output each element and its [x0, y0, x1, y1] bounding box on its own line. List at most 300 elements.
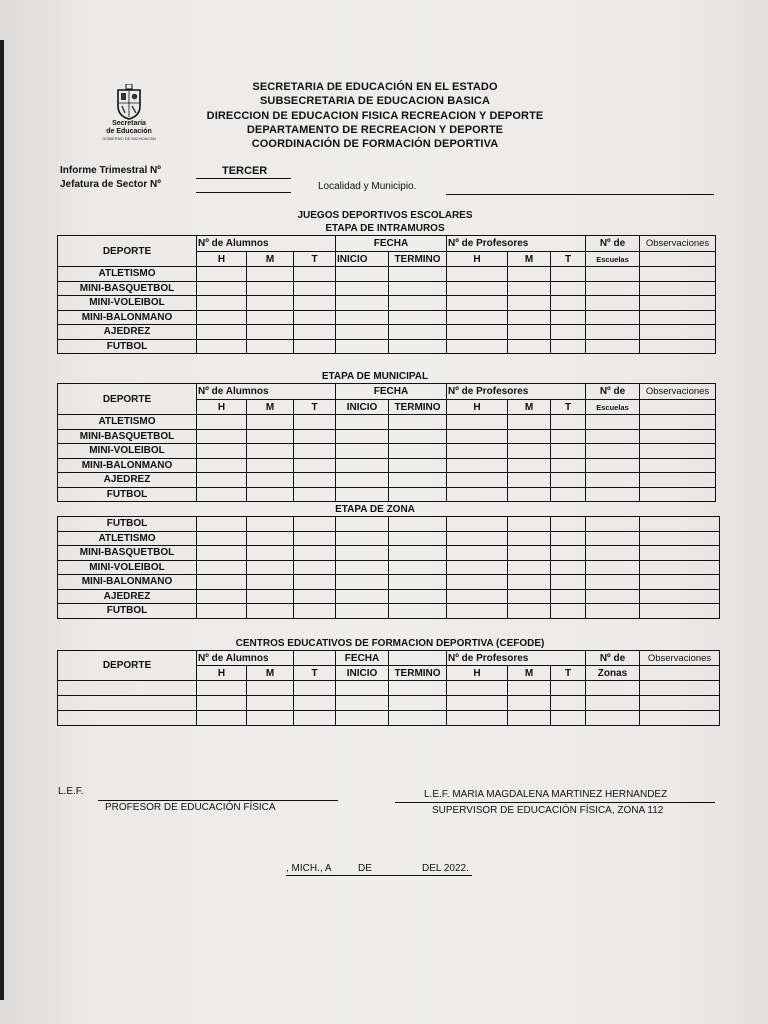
table-cell[interactable] — [389, 711, 447, 726]
table-cell[interactable] — [551, 711, 586, 726]
sport-name: ATLETISMO — [58, 267, 197, 282]
table-cell[interactable] — [508, 415, 551, 430]
table-cell[interactable] — [447, 296, 508, 311]
sport-name: ATLETISMO — [58, 531, 197, 546]
header-inicio: INICIO — [336, 666, 389, 681]
table-cell[interactable] — [247, 444, 294, 459]
table-cell[interactable] — [586, 604, 640, 619]
table-cell[interactable] — [247, 339, 294, 354]
table-cell[interactable] — [640, 473, 716, 488]
jefatura-line — [196, 192, 291, 193]
header-line: SECRETARIA DE EDUCACIÓN EN EL ESTADO — [252, 81, 498, 93]
table-cell[interactable] — [294, 681, 336, 696]
scan-edge — [0, 40, 4, 1000]
table-cell[interactable] — [551, 473, 586, 488]
table-row — [58, 696, 720, 711]
table-cell[interactable] — [586, 575, 640, 590]
table-cell[interactable] — [508, 429, 551, 444]
table-cell[interactable] — [336, 604, 389, 619]
table-cell[interactable] — [389, 429, 447, 444]
table-cell[interactable] — [389, 517, 447, 532]
header-t: T — [294, 400, 336, 415]
table-row — [58, 267, 716, 282]
table-cell[interactable] — [336, 711, 389, 726]
table-cell[interactable] — [508, 310, 551, 325]
table-cell[interactable] — [586, 444, 640, 459]
table-cell[interactable] — [508, 696, 551, 711]
table-row — [58, 296, 716, 311]
table-cell[interactable] — [551, 267, 586, 282]
table-cell[interactable] — [389, 681, 447, 696]
table-cell[interactable] — [551, 458, 586, 473]
zona-table — [57, 516, 720, 619]
table-cell[interactable] — [197, 711, 247, 726]
table-cell[interactable] — [389, 589, 447, 604]
table-cell[interactable] — [336, 310, 389, 325]
jefatura-label: Jefatura de Sector Nº — [60, 179, 161, 190]
table-cell[interactable] — [336, 487, 389, 502]
table-cell[interactable] — [247, 310, 294, 325]
table-cell[interactable] — [247, 429, 294, 444]
table-cell[interactable] — [640, 517, 720, 532]
table-cell[interactable] — [389, 444, 447, 459]
table-cell[interactable] — [640, 325, 716, 340]
table-cell[interactable] — [197, 325, 247, 340]
table-cell[interactable] — [508, 517, 551, 532]
table-cell[interactable] — [508, 589, 551, 604]
table-cell[interactable] — [586, 487, 640, 502]
table-cell[interactable] — [640, 711, 720, 726]
table-row — [58, 236, 716, 252]
table-cell[interactable] — [336, 546, 389, 561]
header-m: M — [247, 666, 294, 681]
table-cell[interactable] — [640, 575, 720, 590]
table-cell[interactable] — [389, 458, 447, 473]
table-cell[interactable] — [640, 531, 720, 546]
table-cell[interactable] — [247, 487, 294, 502]
table-cell[interactable] — [336, 339, 389, 354]
table-cell[interactable] — [197, 415, 247, 430]
table-cell[interactable] — [447, 711, 508, 726]
table-cell[interactable] — [294, 696, 336, 711]
table-cell[interactable] — [551, 604, 586, 619]
logo-text-line3: GOBIERNO DE MICHOACÁN — [102, 136, 156, 141]
table-cell[interactable] — [586, 267, 640, 282]
table-cell[interactable] — [640, 310, 716, 325]
table-row — [58, 604, 720, 619]
table-cell[interactable] — [586, 415, 640, 430]
header-termino: TERMINO — [389, 666, 447, 681]
table-cell[interactable] — [247, 696, 294, 711]
table-cell[interactable] — [447, 444, 508, 459]
table-cell[interactable] — [640, 339, 716, 354]
table-cell[interactable] — [294, 517, 336, 532]
table-cell[interactable] — [508, 711, 551, 726]
sport-name: FUTBOL — [58, 487, 197, 502]
right-signature-title: SUPERVISOR DE EDUCACIÓN FÍSICA, ZONA 112 — [432, 805, 664, 816]
table-cell[interactable] — [508, 473, 551, 488]
table-cell[interactable] — [336, 444, 389, 459]
table-cell[interactable] — [447, 415, 508, 430]
table-cell[interactable] — [197, 444, 247, 459]
table-row — [58, 531, 720, 546]
table-cell[interactable] — [640, 681, 720, 696]
table-cell[interactable] — [508, 296, 551, 311]
table-cell[interactable] — [586, 339, 640, 354]
table-cell[interactable] — [586, 531, 640, 546]
table-cell[interactable] — [551, 531, 586, 546]
table-cell[interactable] — [336, 531, 389, 546]
table-cell[interactable] — [197, 429, 247, 444]
table-cell[interactable] — [389, 281, 447, 296]
table-cell[interactable] — [640, 487, 716, 502]
table-cell[interactable] — [447, 487, 508, 502]
header-profesores: Nº de Profesores — [447, 236, 586, 252]
table-cell[interactable] — [336, 681, 389, 696]
localidad-label: Localidad y Municipio. — [318, 181, 417, 192]
table-cell[interactable] — [336, 575, 389, 590]
table-cell[interactable] — [247, 458, 294, 473]
municipal-table — [57, 383, 716, 502]
table-cell[interactable] — [508, 458, 551, 473]
table-cell[interactable] — [640, 560, 720, 575]
table-cell[interactable] — [447, 281, 508, 296]
header-fecha: FECHA — [336, 384, 447, 400]
table-cell[interactable] — [247, 296, 294, 311]
table-cell[interactable] — [551, 696, 586, 711]
table-cell[interactable] — [294, 267, 336, 282]
table-row — [58, 589, 720, 604]
table-cell[interactable] — [336, 429, 389, 444]
informe-label: Informe Trimestral Nº — [60, 165, 161, 176]
header-m: M — [508, 252, 551, 267]
table-cell[interactable] — [247, 473, 294, 488]
header-t: T — [551, 666, 586, 681]
table-cell[interactable] — [447, 267, 508, 282]
table-cell[interactable] — [389, 473, 447, 488]
table-cell[interactable] — [508, 575, 551, 590]
sport-name: MINI-BALONMANO — [58, 310, 197, 325]
table-cell[interactable] — [247, 604, 294, 619]
table-cell[interactable] — [197, 267, 247, 282]
table-cell[interactable] — [336, 589, 389, 604]
sport-name: MINI-BALONMANO — [58, 458, 197, 473]
table-cell[interactable] — [247, 281, 294, 296]
table-cell[interactable] — [551, 681, 586, 696]
table-cell[interactable] — [197, 531, 247, 546]
table-cell[interactable] — [389, 560, 447, 575]
sport-name: MINI-VOLEIBOL — [58, 560, 197, 575]
table-cell[interactable] — [551, 339, 586, 354]
header-h: H — [447, 252, 508, 267]
right-signature-name: L.E.F. MARIA MAGDALENA MARTINEZ HERNANDEZ — [424, 789, 668, 800]
header-num-de: Nº de — [586, 236, 640, 252]
table-cell[interactable] — [58, 696, 197, 711]
table-cell[interactable] — [294, 429, 336, 444]
table-cell[interactable] — [551, 560, 586, 575]
table-cell[interactable] — [247, 517, 294, 532]
table-cell[interactable] — [508, 281, 551, 296]
table-cell[interactable] — [336, 560, 389, 575]
table-cell[interactable] — [197, 696, 247, 711]
table-cell[interactable] — [389, 267, 447, 282]
header-observaciones: Observaciones — [640, 236, 716, 252]
table-cell[interactable] — [586, 517, 640, 532]
table-cell[interactable] — [640, 458, 716, 473]
table-cell[interactable] — [447, 458, 508, 473]
table-cell[interactable] — [247, 711, 294, 726]
table-cell[interactable] — [551, 444, 586, 459]
header-inicio: INICIO — [336, 252, 389, 267]
header-profesores: Nº de Profesores — [447, 384, 586, 400]
table-cell[interactable] — [294, 325, 336, 340]
table-cell[interactable] — [508, 487, 551, 502]
table-cell[interactable] — [640, 296, 716, 311]
table-cell[interactable] — [447, 429, 508, 444]
header-deporte: DEPORTE — [58, 384, 197, 415]
table-cell[interactable] — [551, 296, 586, 311]
table-cell[interactable] — [447, 531, 508, 546]
table-cell[interactable] — [586, 589, 640, 604]
table-cell[interactable] — [586, 429, 640, 444]
left-signature-line — [98, 800, 338, 801]
table-cell[interactable] — [640, 589, 720, 604]
table-cell[interactable] — [508, 339, 551, 354]
table-cell[interactable] — [294, 339, 336, 354]
table-cell[interactable] — [447, 575, 508, 590]
table-cell[interactable] — [197, 487, 247, 502]
table-cell[interactable] — [294, 604, 336, 619]
table-cell[interactable] — [586, 681, 640, 696]
table-cell[interactable] — [389, 487, 447, 502]
table-cell[interactable] — [586, 281, 640, 296]
table-cell[interactable] — [389, 546, 447, 561]
table-cell[interactable] — [551, 415, 586, 430]
logo-text-line2: de Educación — [106, 128, 152, 135]
table-cell[interactable] — [447, 696, 508, 711]
table-row — [58, 415, 716, 430]
table-cell[interactable] — [58, 681, 197, 696]
table-cell[interactable] — [247, 531, 294, 546]
table-cell[interactable] — [586, 296, 640, 311]
table-cell[interactable] — [294, 458, 336, 473]
sport-name: MINI-VOLEIBOL — [58, 444, 197, 459]
table-cell[interactable] — [389, 696, 447, 711]
header-deporte: DEPORTE — [58, 651, 197, 681]
header-alumnos: Nº de Alumnos — [197, 651, 294, 666]
table-cell[interactable] — [294, 281, 336, 296]
table-cell[interactable] — [197, 560, 247, 575]
table-cell[interactable] — [586, 473, 640, 488]
table-cell[interactable] — [551, 325, 586, 340]
cefode-title: CENTROS EDUCATIVOS DE FORMACION DEPORTIVA (CEFODE) — [235, 638, 545, 649]
table-cell[interactable] — [551, 310, 586, 325]
table-cell[interactable] — [294, 575, 336, 590]
table-row — [58, 681, 720, 696]
header-blank-cell — [640, 400, 716, 415]
municipal-title: ETAPA DE MUNICIPAL — [321, 371, 429, 382]
table-cell[interactable] — [294, 546, 336, 561]
table-cell[interactable] — [640, 281, 716, 296]
table-cell[interactable] — [389, 339, 447, 354]
table-cell[interactable] — [586, 696, 640, 711]
header-inicio: INICIO — [336, 400, 389, 415]
table-cell[interactable] — [294, 310, 336, 325]
table-cell[interactable] — [247, 546, 294, 561]
header-blank-cell — [640, 252, 716, 267]
table-row — [58, 310, 716, 325]
table-cell[interactable] — [447, 517, 508, 532]
table-cell[interactable] — [586, 546, 640, 561]
header-h: H — [197, 400, 247, 415]
table-cell[interactable] — [640, 415, 716, 430]
table-cell[interactable] — [336, 325, 389, 340]
table-cell[interactable] — [586, 325, 640, 340]
table-cell[interactable] — [197, 296, 247, 311]
header-alumnos: Nº de Alumnos — [197, 384, 336, 400]
table-cell[interactable] — [58, 711, 197, 726]
informe-value: TERCER — [222, 165, 268, 177]
header-m: M — [508, 400, 551, 415]
table-cell[interactable] — [197, 681, 247, 696]
table-row — [58, 546, 720, 561]
table-cell[interactable] — [294, 531, 336, 546]
table-cell[interactable] — [447, 473, 508, 488]
table-cell[interactable] — [586, 560, 640, 575]
sport-name: ATLETISMO — [58, 415, 197, 430]
table-cell[interactable] — [197, 589, 247, 604]
table-cell[interactable] — [447, 339, 508, 354]
table-cell[interactable] — [247, 589, 294, 604]
table-cell[interactable] — [197, 458, 247, 473]
table-cell[interactable] — [447, 604, 508, 619]
table-cell[interactable] — [247, 415, 294, 430]
table-cell[interactable] — [197, 546, 247, 561]
table-cell[interactable] — [508, 325, 551, 340]
table-cell[interactable] — [197, 575, 247, 590]
table-cell[interactable] — [551, 429, 586, 444]
left-signature-prefix: L.E.F. — [58, 786, 84, 797]
table-cell[interactable] — [508, 267, 551, 282]
header-line: COORDINACIÓN DE FORMACIÓN DEPORTIVA — [251, 138, 499, 151]
table-cell[interactable] — [197, 473, 247, 488]
table-cell[interactable] — [336, 281, 389, 296]
table-cell[interactable] — [508, 444, 551, 459]
table-cell[interactable] — [551, 589, 586, 604]
table-cell[interactable] — [294, 444, 336, 459]
table-cell[interactable] — [389, 575, 447, 590]
table-row — [58, 651, 720, 666]
table-cell[interactable] — [508, 604, 551, 619]
header-fecha: FECHA — [336, 236, 447, 252]
table-cell[interactable] — [336, 458, 389, 473]
table-cell[interactable] — [640, 267, 716, 282]
table-cell[interactable] — [586, 711, 640, 726]
table-cell[interactable] — [640, 429, 716, 444]
table-cell[interactable] — [294, 415, 336, 430]
table-cell[interactable] — [247, 560, 294, 575]
coat-of-arms-icon — [114, 84, 144, 120]
table-cell[interactable] — [294, 589, 336, 604]
table-cell[interactable] — [508, 681, 551, 696]
table-cell[interactable] — [447, 589, 508, 604]
table-cell[interactable] — [640, 696, 720, 711]
table-cell[interactable] — [447, 560, 508, 575]
table-row — [58, 325, 716, 340]
table-cell[interactable] — [551, 281, 586, 296]
table-cell[interactable] — [197, 281, 247, 296]
table-cell[interactable] — [294, 296, 336, 311]
table-cell[interactable] — [197, 517, 247, 532]
table-cell[interactable] — [247, 325, 294, 340]
table-cell[interactable] — [508, 546, 551, 561]
table-cell[interactable] — [640, 444, 716, 459]
table-cell[interactable] — [447, 325, 508, 340]
table-cell[interactable] — [336, 267, 389, 282]
table-cell[interactable] — [389, 531, 447, 546]
header-deporte: DEPORTE — [58, 236, 197, 267]
table-cell[interactable] — [551, 575, 586, 590]
table-cell[interactable] — [336, 696, 389, 711]
header-h: H — [197, 666, 247, 681]
table-cell[interactable] — [336, 517, 389, 532]
table-cell[interactable] — [294, 711, 336, 726]
table-row — [58, 575, 720, 590]
table-cell[interactable] — [640, 546, 720, 561]
sport-name: MINI-BALONMANO — [58, 575, 197, 590]
table-cell[interactable] — [447, 310, 508, 325]
table-row — [58, 517, 720, 532]
table-cell[interactable] — [247, 267, 294, 282]
table-cell[interactable] — [247, 575, 294, 590]
table-cell[interactable] — [294, 473, 336, 488]
table-row — [58, 560, 720, 575]
header-alumnos: Nº de Alumnos — [197, 236, 336, 252]
sport-name: MINI-BASQUETBOL — [58, 546, 197, 561]
table-cell[interactable] — [389, 310, 447, 325]
table-cell[interactable] — [197, 604, 247, 619]
table-cell[interactable] — [197, 339, 247, 354]
localidad-line — [446, 194, 714, 195]
table-cell[interactable] — [389, 415, 447, 430]
table-cell[interactable] — [389, 604, 447, 619]
table-cell[interactable] — [586, 310, 640, 325]
table-cell[interactable] — [551, 487, 586, 502]
table-cell[interactable] — [336, 296, 389, 311]
table-cell[interactable] — [336, 415, 389, 430]
table-cell[interactable] — [640, 604, 720, 619]
table-row — [58, 458, 716, 473]
header-m: M — [247, 252, 294, 267]
header-num-de: Nº de — [586, 651, 640, 666]
table-cell[interactable] — [294, 487, 336, 502]
table-cell[interactable] — [247, 681, 294, 696]
header-termino: TERMINO — [389, 252, 447, 267]
table-cell[interactable] — [447, 681, 508, 696]
table-cell[interactable] — [389, 325, 447, 340]
table-cell[interactable] — [586, 458, 640, 473]
table-cell[interactable] — [508, 531, 551, 546]
table-cell[interactable] — [294, 560, 336, 575]
table-cell[interactable] — [336, 473, 389, 488]
table-cell[interactable] — [551, 546, 586, 561]
table-cell[interactable] — [197, 310, 247, 325]
table-cell[interactable] — [447, 546, 508, 561]
table-cell[interactable] — [389, 296, 447, 311]
table-cell[interactable] — [508, 560, 551, 575]
left-signature-title: PROFESOR DE EDUCACIÓN FÍSICA — [105, 802, 276, 813]
table-cell[interactable] — [551, 517, 586, 532]
